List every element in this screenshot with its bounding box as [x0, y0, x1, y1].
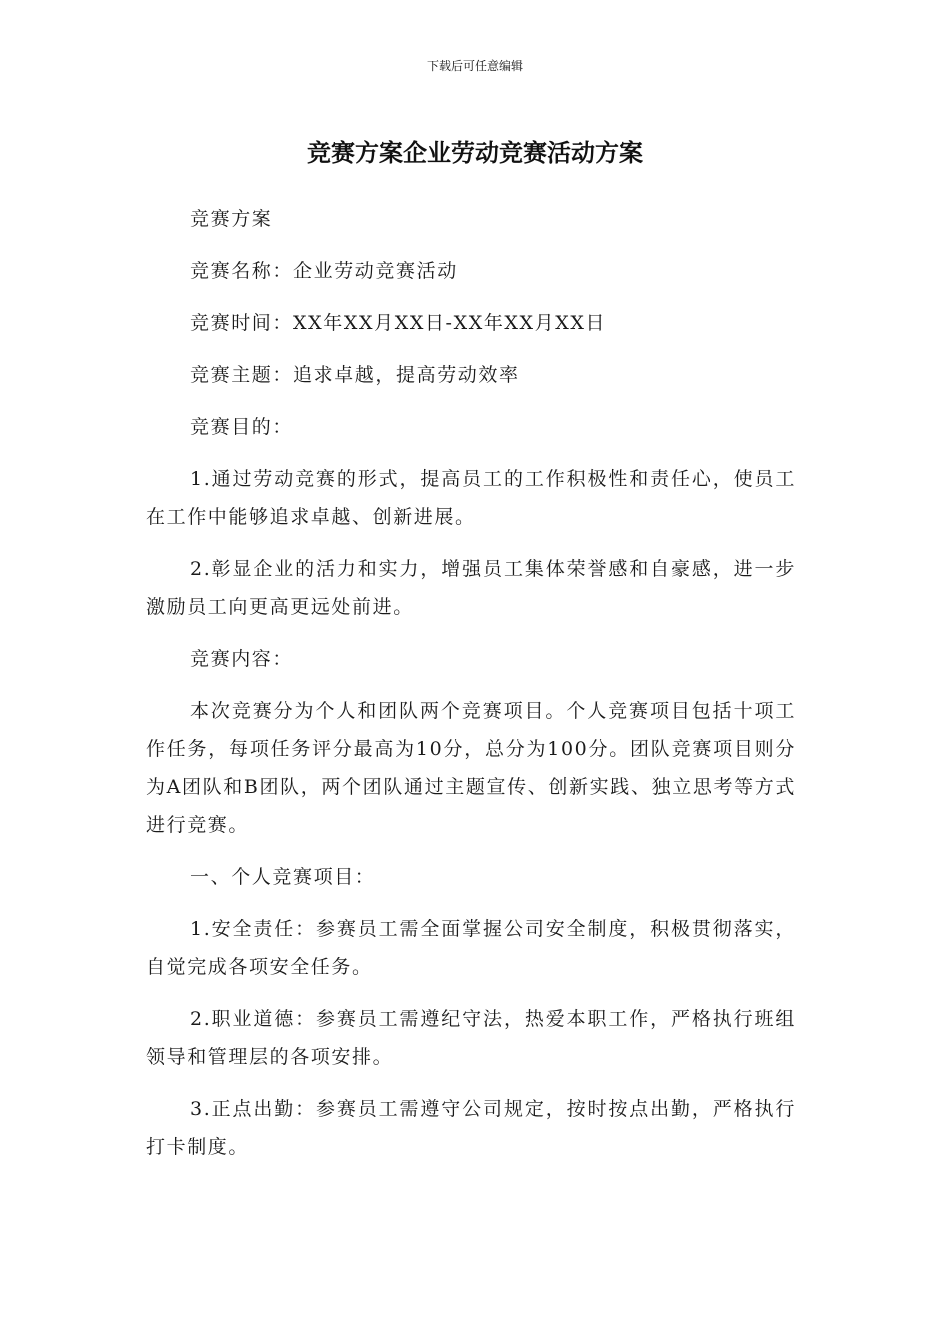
paragraph-purpose-heading: 竞赛目的： — [190, 416, 294, 438]
paragraph-heading: 竞赛方案 — [190, 208, 273, 230]
paragraph-competition-name: 竞赛名称：企业劳动竞赛活动 — [190, 260, 458, 282]
paragraph-item-ethics: 2.职业道德：参赛员工需遵纪守法，热爱本职工作，严格执行班组领导和管理层的各项安排。 — [146, 1008, 796, 1068]
paragraph-item-attendance: 3.正点出勤：参赛员工需遵守公司规定，按时按点出勤，严格执行打卡制度。 — [146, 1098, 796, 1158]
document-title: 竞赛方案企业劳动竞赛活动方案 — [307, 139, 643, 167]
paragraph-purpose-1: 1.通过劳动竞赛的形式，提高员工的工作积极性和责任心，使员工在工作中能够追求卓越、创新进展。 — [146, 468, 796, 528]
paragraph-competition-time: 竞赛时间：XX年XX月XX日-XX年XX月XX日 — [190, 312, 607, 334]
header-note: 下载后可任意编辑 — [426, 59, 523, 73]
paragraph-individual-heading: 一、个人竞赛项目： — [190, 866, 376, 888]
paragraph-purpose-2: 2.彰显企业的活力和实力，增强员工集体荣誉感和自豪感，进一步激励员工向更高更远处前进。 — [146, 558, 796, 618]
paragraph-content-body: 本次竞赛分为个人和团队两个竞赛项目。个人竞赛项目包括十项工作任务，每项任务评分最高为10分，总分为100分。团队竞赛项目则分为A团队和B团队，两个团队通过主题宣传、创新实践、独立思考等方式进行竞赛。 — [146, 700, 796, 836]
document-body — [146, 200, 796, 1180]
paragraph-content-heading: 竞赛内容： — [190, 648, 294, 670]
paragraph-competition-theme: 竞赛主题：追求卓越，提高劳动效率 — [190, 364, 520, 386]
paragraph-item-safety: 1.安全责任：参赛员工需全面掌握公司安全制度，积极贯彻落实，自觉完成各项安全任务。 — [146, 918, 796, 978]
